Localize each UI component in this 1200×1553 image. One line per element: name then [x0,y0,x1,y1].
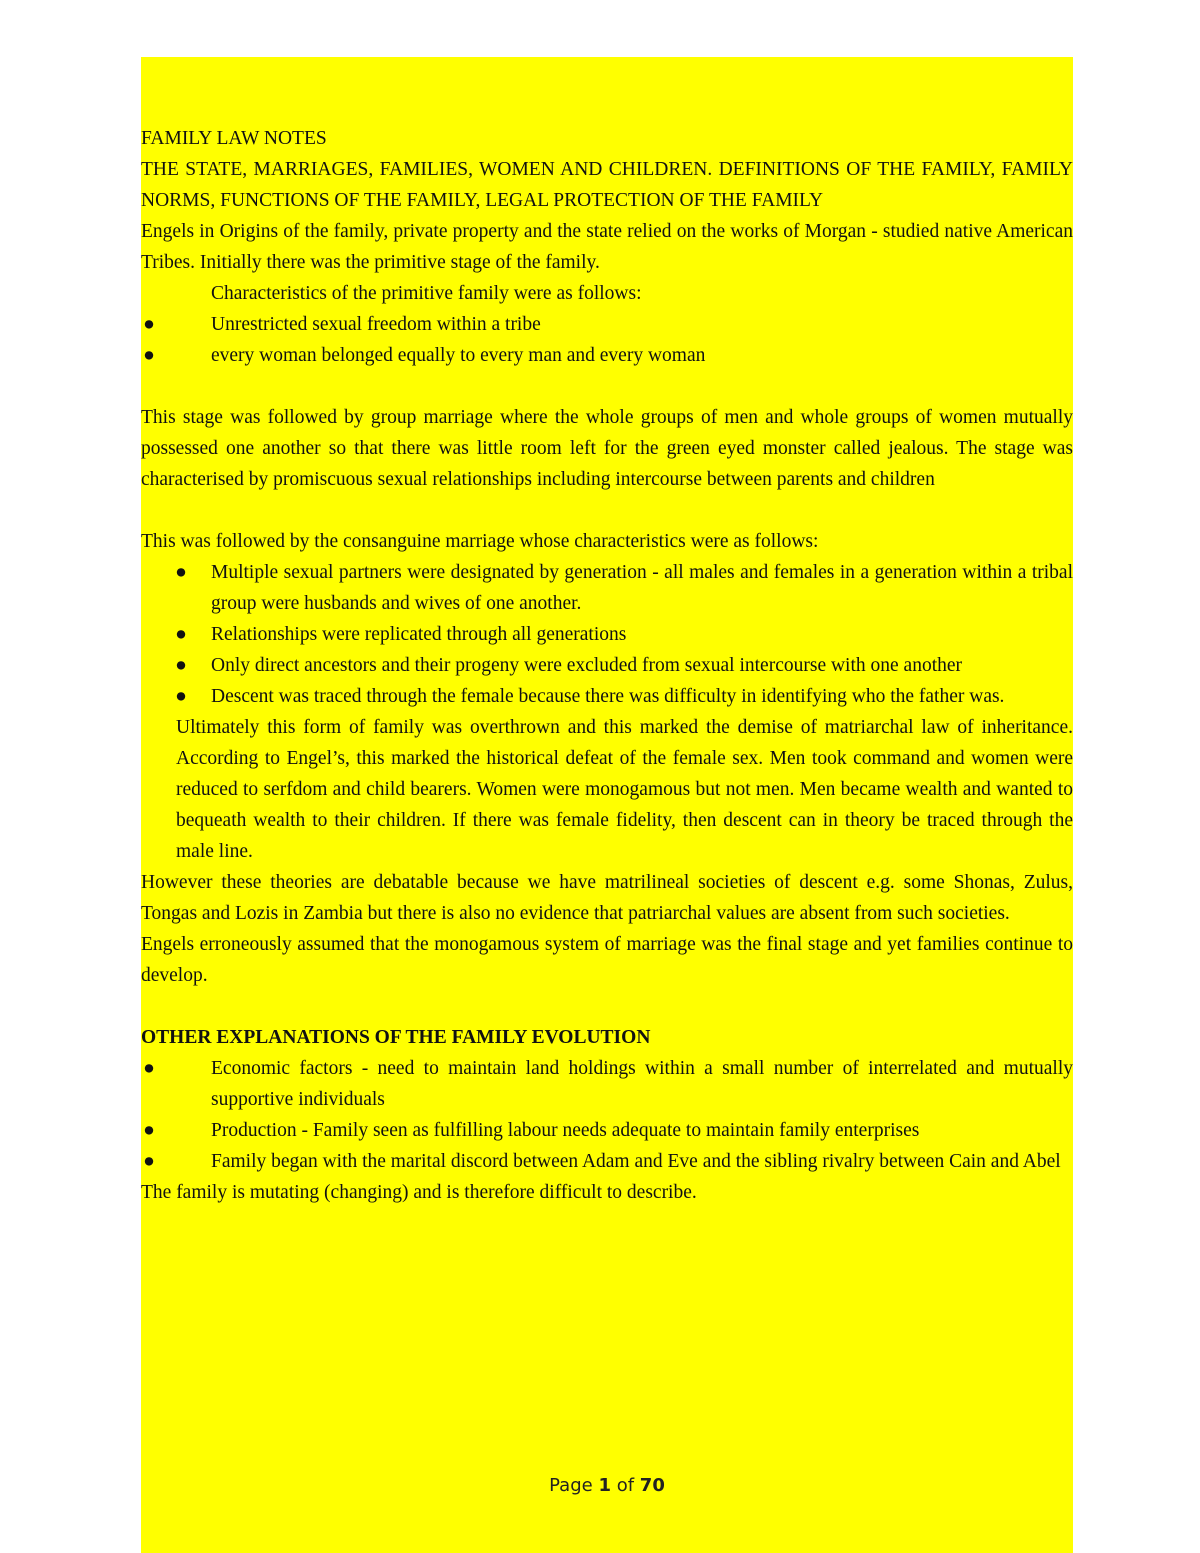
bullet-icon: ● [143,1120,155,1141]
list-item [141,309,1073,340]
list-item [141,557,1073,619]
overthrown-paragraph: Ultimately this form of family was overthrown and this marked the demise of matriarchal law of inheritance. According to Engel’s, this marked the historical defeat of the female sex. Men took command and women were reduced to serfdom and child bearers. Women were monogamous but not men. Men became wealth and wanted to bequeath wealth to their children. If there was female fidelity, then descent can in theory be traced through the male line. [176,717,1073,862]
document-page [141,57,1073,1553]
consanguine-intro: This was followed by the consanguine marriage whose characteristics were as follows: [141,531,819,552]
bullet-icon: ● [175,686,187,707]
section-heading: OTHER EXPLANATIONS OF THE FAMILY EVOLUTION [141,1027,651,1048]
document-body [141,123,1073,1208]
list-item-text: Relationships were replicated through all generations [211,624,627,645]
list-item [141,619,1073,650]
intro-paragraph: Engels in Origins of the family, private property and the state relied on the works of Morgan - studied native American Tribes. Initially there was the primitive stage of the family. [141,221,1073,273]
consanguine-list [141,557,1073,712]
bullet-icon: ● [143,314,155,335]
debatable-paragraph: However these theories are debatable because we have matrilineal societies of descent e.g. some Shonas, Zulus, Tongas and Lozis in Zambia but there is also no evidence that patriarchal values are absent from such societies. [141,872,1073,924]
list-item-text: Unrestricted sexual freedom within a tribe [211,314,541,335]
spacer [141,371,1073,402]
other-explanations-list [141,1053,1073,1177]
page-label: Page [549,1475,593,1496]
bullet-icon: ● [143,1151,155,1172]
primitive-list [141,309,1073,371]
closing-paragraph: The family is mutating (changing) and is therefore difficult to describe. [141,1182,697,1203]
of-label: of [616,1475,635,1496]
bullet-icon: ● [143,1058,155,1079]
page-number: 1 [598,1475,611,1496]
bullet-icon: ● [175,562,187,583]
list-item-text: every woman belonged equally to every man and every woman [211,345,706,366]
list-item [141,1146,1073,1177]
list-item [141,650,1073,681]
spacer [141,495,1073,526]
bullet-icon: ● [143,345,155,366]
erroneous-paragraph: Engels erroneously assumed that the monogamous system of marriage was the final stage and yet families continue to develop. [141,934,1073,986]
list-item-text: Multiple sexual partners were designated by generation - all males and females in a generation within a tribal group were husbands and wives of one another. [211,562,1073,614]
list-item-text: Production - Family seen as fulfilling labour needs adequate to maintain family enterprises [211,1120,920,1141]
list-item [141,1053,1073,1115]
bullet-icon: ● [175,624,187,645]
document-subtitle: THE STATE, MARRIAGES, FAMILIES, WOMEN AND CHILDREN. DEFINITIONS OF THE FAMILY, FAMILY NORMS, FUNCTIONS OF THE FAMILY, LEGAL PROTECTION OF THE FAMILY [141,159,1073,211]
list-item-text: Descent was traced through the female because there was difficulty in identifying who the father was. [211,686,1005,707]
page-footer [141,1475,1073,1496]
list-item [141,1115,1073,1146]
total-pages: 70 [639,1475,665,1496]
document-title: FAMILY LAW NOTES [141,128,327,149]
list-item-text: Family began with the marital discord between Adam and Eve and the sibling rivalry between Cain and Abel [211,1151,1061,1172]
primitive-intro: Characteristics of the primitive family were as follows: [211,283,642,304]
spacer [141,991,1073,1022]
group-marriage-paragraph: This stage was followed by group marriage where the whole groups of men and whole groups of women mutually possessed one another so that there was little room left for the green eyed monster called jealous. The stage was characterised by promiscuous sexual relationships including intercourse between parents and children [141,407,1073,490]
list-item-text: Economic factors - need to maintain land holdings within a small number of interrelated and mutually supportive individuals [211,1058,1073,1110]
list-item-text: Only direct ancestors and their progeny were excluded from sexual intercourse with one another [211,655,963,676]
list-item [141,681,1073,712]
bullet-icon: ● [175,655,187,676]
list-item [141,340,1073,371]
